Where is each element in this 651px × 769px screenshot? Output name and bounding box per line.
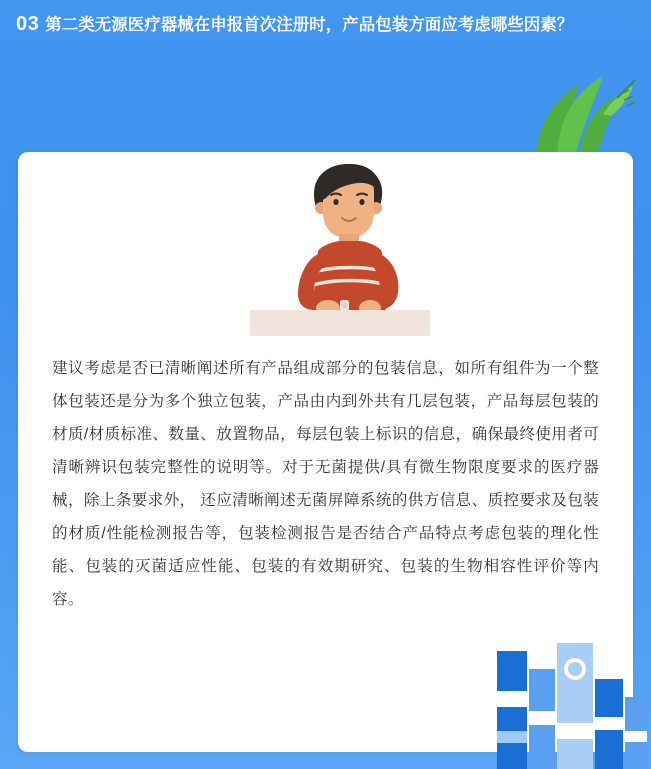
books-icon xyxy=(491,639,651,769)
desk-surface xyxy=(250,310,430,336)
answer-text: 建议考虑是否已清晰阐述所有产品组成部分的包装信息，如所有组件为一个整体包装还是分为多个独立包装，产品由内到外共有几层包装，产品每层包装的材质/材质标准、数量、放置物品，每层包装上标识的信息，确保最终使用者可清晰辨识包装完整性的说明等。对于无菌提供/具有微生物限度要求的医疗器械，除上条要求外， 还应清晰阐述无菌屏障系统的供方信息、质控要求及包装的材质/性能检测报告等，包装检测报告是否结合产品特点考虑包装的理化性能、包装的灭菌适应性能、包装的有效期研究、包装的生物相容性评价等内容。 xyxy=(52,360,599,608)
person-illustration xyxy=(18,152,633,352)
question-header xyxy=(0,0,651,40)
question-number: 03 xyxy=(16,13,40,35)
question-title: 第二类无源医疗器械在申报首次注册时，产品包装方面应考虑哪些因素？ xyxy=(45,16,574,34)
leaves-icon xyxy=(517,68,637,158)
